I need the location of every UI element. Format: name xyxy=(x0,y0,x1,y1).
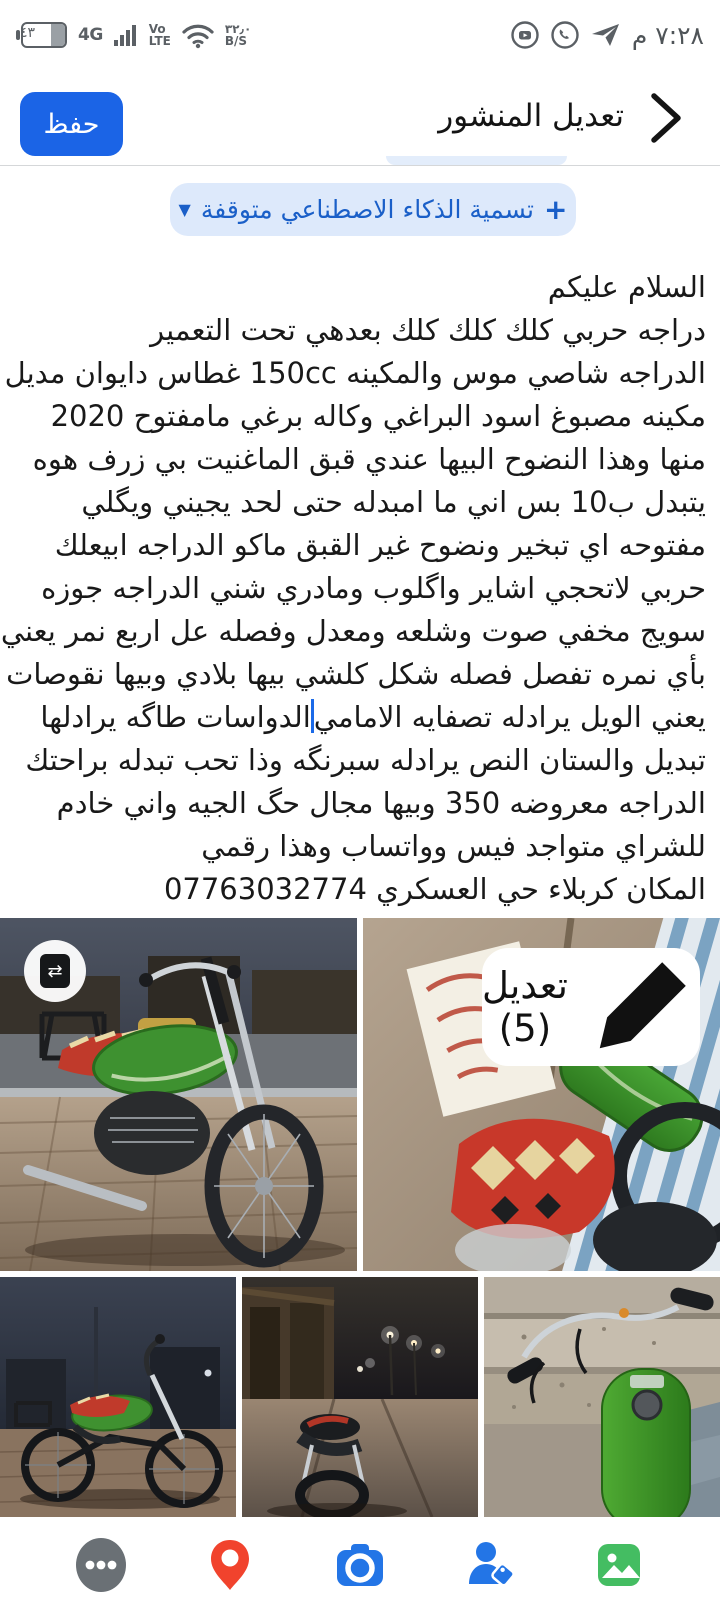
post-line: حربي لاتحجي اشاير واگلوب ومادري شني الدراجه جوزه xyxy=(41,571,706,605)
post-line: يتبدل ب10 بس اني ما امبدله حتى لحد يجيني ويگلي xyxy=(81,485,706,519)
location-pin-icon xyxy=(201,1536,259,1594)
scrolled-pill-fragment xyxy=(386,156,567,165)
back-chevron-icon[interactable] xyxy=(644,92,688,144)
reorder-photos-button[interactable] xyxy=(24,940,86,1002)
gallery-icon xyxy=(590,1536,648,1594)
post-line: مكينه مصبوغ اسود البراغي وكاله برغي مامفتوح 2020 xyxy=(50,399,706,433)
volte-label: Vo LTE xyxy=(148,22,171,48)
post-line: تبديل والستان النص يرادله سبرنگه وذا تحب تبدله براحتك xyxy=(25,743,706,777)
post-line: المكان كربلاء حي العسكري 07763032774 xyxy=(163,872,706,906)
swap-cards-icon: ⇄ xyxy=(40,954,70,988)
page-title: تعديل المنشور xyxy=(438,98,624,134)
youtube-icon xyxy=(510,20,540,50)
post-line: للشراي متواجد فيس وواتساب وهذا رقمي xyxy=(201,829,706,863)
post-line: مفتوحه اي تبخير ونضوح غير القبق ماكو الدراجه ابيعلك xyxy=(54,528,706,562)
whatsapp-icon xyxy=(550,20,580,50)
photo-3[interactable] xyxy=(0,1277,236,1517)
post-line: الدراجه معروضه 350 وبيها مجال حگ الجيه واني خادم xyxy=(56,786,706,820)
photo-4[interactable] xyxy=(242,1277,478,1517)
clock-label: ٧:٢٨ م xyxy=(631,20,704,50)
post-line: الدراجه شاصي موس والمكينه 150cc غطاس دايوان مديل xyxy=(4,356,706,390)
tag-people-button[interactable] xyxy=(461,1536,519,1594)
post-line-with-cursor: يعني الويل يرادله تصفايه الاماميالدواسات طاگه يرادلها xyxy=(40,700,706,734)
status-left-cluster xyxy=(16,21,251,49)
wifi-icon xyxy=(181,21,215,49)
pencil-icon xyxy=(582,948,700,1066)
open-gallery-button[interactable] xyxy=(590,1536,648,1594)
camera-icon xyxy=(331,1536,389,1594)
ai-label-text: تسمية الذكاء الاصطناعي متوقفة xyxy=(200,195,535,224)
post-line: منها وهذا النضوح البيها عندي قبق الماغنيت بي زرف هوه xyxy=(32,442,706,476)
network-type-label: 4G xyxy=(78,25,103,45)
save-button[interactable]: حفظ xyxy=(20,92,123,156)
header-bar xyxy=(0,70,720,166)
person-tag-icon xyxy=(461,1536,519,1594)
battery-percent: ٤٣ xyxy=(20,25,36,41)
signal-bars-icon xyxy=(113,22,139,48)
more-options-button[interactable] xyxy=(72,1536,130,1594)
ellipsis-icon xyxy=(72,1536,130,1594)
status-right-cluster xyxy=(510,20,704,50)
post-line: بأي نمره تفصل فصله شكل كلشي بيها بلادي وبيها نقوصات xyxy=(6,657,706,691)
post-text-editor[interactable] xyxy=(0,266,706,911)
composer-toolbar xyxy=(0,1517,720,1612)
post-line: السلام عليكم xyxy=(547,270,706,304)
ai-label-toggle[interactable] xyxy=(170,183,576,236)
photo-5[interactable] xyxy=(484,1277,720,1517)
status-bar xyxy=(0,0,720,70)
post-line: سويج مخفي صوت وشلعه ومعدل وفصله عل اربع نمر يعني xyxy=(0,614,706,648)
photo-1[interactable] xyxy=(0,918,357,1271)
telegram-icon xyxy=(590,20,622,50)
edit-photos-label: تعديل (5) xyxy=(482,964,568,1050)
data-rate-label: ٣٢٫٠ B/S xyxy=(224,22,252,48)
open-camera-button[interactable] xyxy=(331,1536,389,1594)
chevron-down-icon: ▼ xyxy=(178,200,191,219)
edit-photos-button[interactable] xyxy=(482,948,700,1066)
battery-icon xyxy=(16,22,68,48)
add-location-button[interactable] xyxy=(201,1536,259,1594)
post-line: دراجه حربي كلك كلك كلك بعدهي تحت التعمير xyxy=(150,313,706,347)
photo-2[interactable] xyxy=(363,918,720,1271)
plus-icon: + xyxy=(544,193,568,226)
